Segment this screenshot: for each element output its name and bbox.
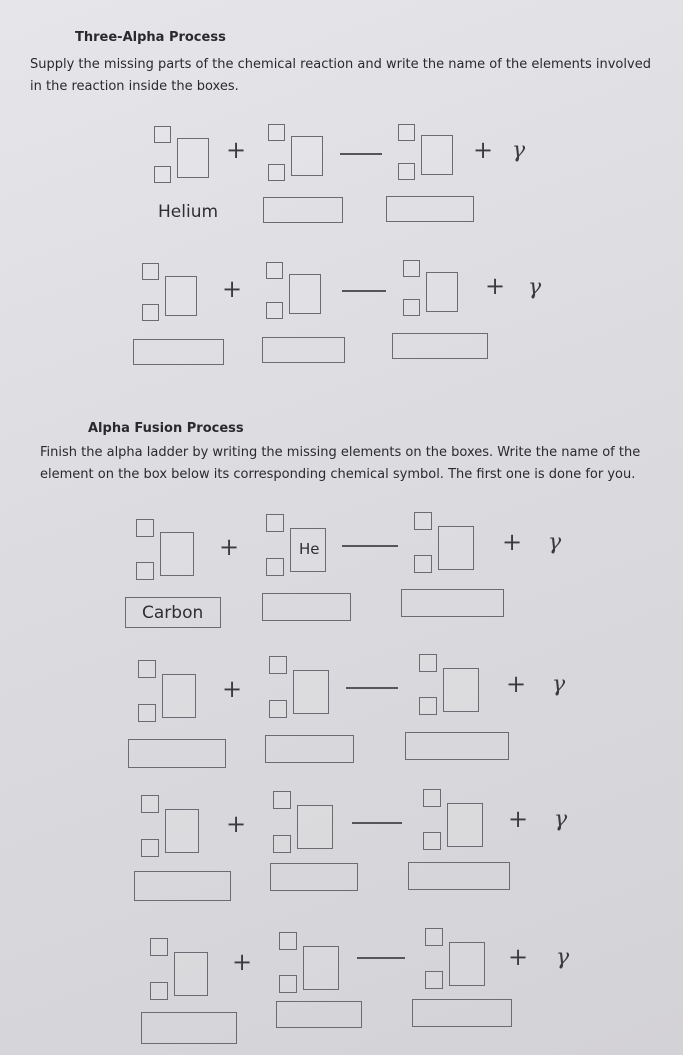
mass-number-box[interactable] [154, 126, 171, 143]
element-symbol-box[interactable] [162, 674, 196, 718]
gamma-symbol: γ [552, 672, 566, 697]
mass-number-box[interactable] [414, 512, 432, 530]
element-symbol-box[interactable] [426, 272, 458, 312]
element-name-label: Helium [158, 202, 219, 222]
mass-number-box[interactable] [142, 263, 159, 280]
reaction-arrow [357, 957, 405, 959]
element-symbol-box[interactable] [303, 946, 339, 990]
element-name-box[interactable] [405, 732, 509, 760]
element-name-box[interactable] [262, 593, 351, 621]
atomic-number-box[interactable] [423, 832, 441, 850]
gamma-symbol: γ [512, 138, 526, 163]
element-name-label: Carbon [142, 603, 204, 623]
element-symbol-box[interactable] [165, 276, 197, 316]
element-name-box[interactable] [401, 589, 504, 617]
plus-sign: + [508, 943, 529, 971]
element-name-box[interactable] [133, 339, 224, 365]
plus-sign: + [506, 670, 527, 698]
element-name-box[interactable] [412, 999, 512, 1027]
atomic-number-box[interactable] [279, 975, 297, 993]
atomic-number-box[interactable] [269, 700, 287, 718]
atomic-number-box[interactable] [414, 555, 432, 573]
element-symbol-box[interactable] [447, 803, 483, 847]
plus-sign: + [473, 136, 494, 164]
section-title-alpha-fusion: Alpha Fusion Process [88, 421, 244, 436]
reaction-arrow [342, 545, 398, 547]
plus-sign: + [222, 275, 243, 303]
reaction-arrow [340, 153, 382, 155]
section-instructions-three-alpha: Supply the missing parts of the chemical reaction and write the name of the elements involved in the reaction inside the boxes. [30, 57, 651, 94]
mass-number-box[interactable] [403, 260, 420, 277]
atomic-number-box[interactable] [398, 163, 415, 180]
mass-number-box[interactable] [398, 124, 415, 141]
atomic-number-box[interactable] [141, 839, 159, 857]
plus-sign: + [485, 272, 506, 300]
element-name-box[interactable] [128, 739, 226, 768]
atomic-number-box[interactable] [136, 562, 154, 580]
plus-sign: + [502, 528, 523, 556]
element-name-box[interactable] [276, 1001, 362, 1028]
element-name-box[interactable] [270, 863, 358, 891]
mass-number-box[interactable] [269, 656, 287, 674]
mass-number-box[interactable] [268, 124, 285, 141]
atomic-number-box[interactable] [266, 302, 283, 319]
element-symbol-box[interactable] [443, 668, 479, 712]
element-name-box[interactable] [265, 735, 354, 763]
reaction-arrow [346, 687, 398, 689]
element-symbol-box[interactable] [297, 805, 333, 849]
mass-number-box[interactable] [138, 660, 156, 678]
element-name-box[interactable] [386, 196, 474, 222]
element-name-box[interactable] [263, 197, 343, 223]
element-symbol-box[interactable] [160, 532, 194, 576]
element-symbol-box[interactable] [438, 526, 474, 570]
reaction-arrow [352, 822, 402, 824]
mass-number-box[interactable] [419, 654, 437, 672]
atomic-number-box[interactable] [142, 304, 159, 321]
element-name-box[interactable] [392, 333, 488, 359]
reaction-arrow [342, 290, 386, 292]
mass-number-box[interactable] [141, 795, 159, 813]
gamma-symbol: γ [548, 530, 562, 555]
mass-number-box[interactable] [279, 932, 297, 950]
mass-number-box[interactable] [423, 789, 441, 807]
atomic-number-box[interactable] [425, 971, 443, 989]
atomic-number-box[interactable] [273, 835, 291, 853]
helium-symbol: He [299, 540, 320, 558]
mass-number-box[interactable] [425, 928, 443, 946]
atomic-number-box[interactable] [154, 166, 171, 183]
element-symbol-box[interactable] [177, 138, 209, 178]
plus-sign: + [226, 136, 247, 164]
element-name-box[interactable] [408, 862, 510, 890]
element-symbol-box[interactable] [174, 952, 208, 996]
plus-sign: + [226, 810, 247, 838]
element-name-box[interactable] [262, 337, 345, 363]
gamma-symbol: γ [528, 275, 542, 300]
section-instructions-alpha-fusion: Finish the alpha ladder by writing the missing elements on the boxes. Write the name of the element on the box below its corresponding chemical symbol. The first one is done for you. [40, 445, 641, 482]
element-name-box[interactable] [134, 871, 231, 901]
element-name-box[interactable] [141, 1012, 237, 1044]
atomic-number-box[interactable] [419, 697, 437, 715]
plus-sign: + [508, 805, 529, 833]
mass-number-box[interactable] [136, 519, 154, 537]
element-symbol-box[interactable] [421, 135, 453, 175]
plus-sign: + [232, 948, 253, 976]
gamma-symbol: γ [554, 807, 568, 832]
atomic-number-box[interactable] [138, 704, 156, 722]
section-title-three-alpha: Three-Alpha Process [75, 30, 226, 45]
mass-number-box[interactable] [266, 514, 284, 532]
mass-number-box[interactable] [266, 262, 283, 279]
plus-sign: + [219, 533, 240, 561]
atomic-number-box[interactable] [266, 558, 284, 576]
plus-sign: + [222, 675, 243, 703]
element-symbol-box[interactable] [289, 274, 321, 314]
gamma-symbol: γ [556, 945, 570, 970]
element-symbol-box[interactable] [291, 136, 323, 176]
atomic-number-box[interactable] [150, 982, 168, 1000]
mass-number-box[interactable] [150, 938, 168, 956]
atomic-number-box[interactable] [268, 164, 285, 181]
element-symbol-box[interactable] [293, 670, 329, 714]
mass-number-box[interactable] [273, 791, 291, 809]
element-symbol-box[interactable] [165, 809, 199, 853]
element-symbol-box[interactable] [449, 942, 485, 986]
atomic-number-box[interactable] [403, 299, 420, 316]
